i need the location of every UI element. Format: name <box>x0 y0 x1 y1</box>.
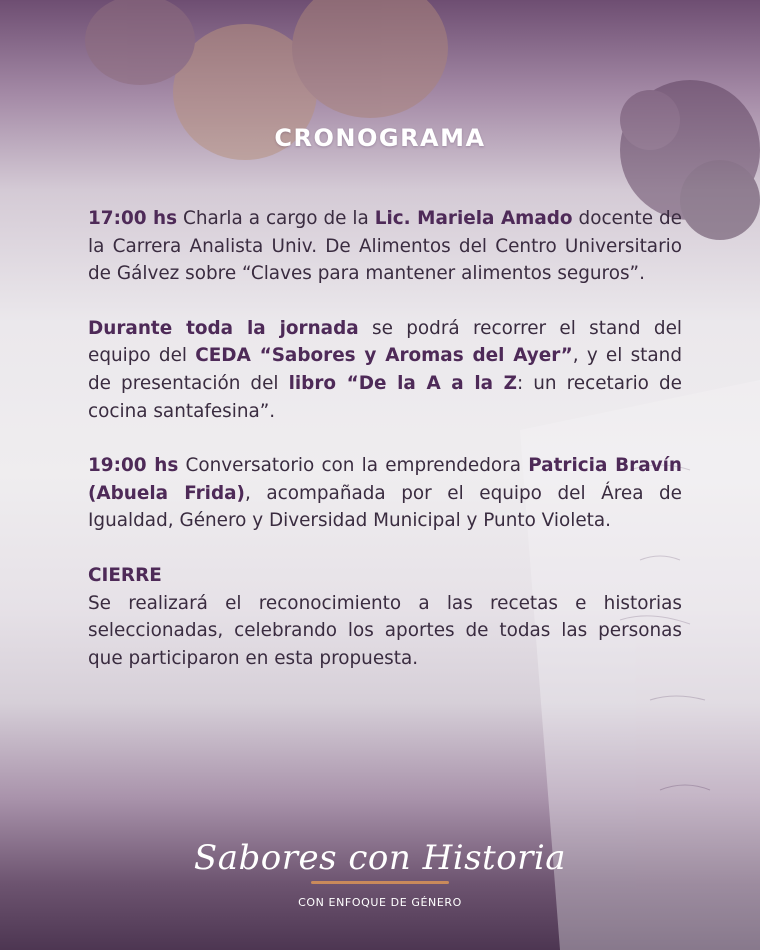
conversation-intro-text: Conversatorio con la emprendedora <box>178 455 529 477</box>
schedule-item-1700 <box>88 205 682 288</box>
ceda-name: CEDA “Sabores y Aromas del Ayer” <box>195 345 573 367</box>
talk-description-text: docente de la Carrera Analista Univ. De Alimentos del Centro Universitario de Gálvez sobre “Claves para mantener alimentos seguros”. <box>88 208 682 285</box>
page-title: CRONOGRAMA <box>274 124 486 152</box>
book-subtitle-text: : un recetario de cocina santafesina”. <box>88 372 682 422</box>
all-day-label: Durante toda la jornada <box>88 317 359 339</box>
time-1900: 19:00 hs <box>88 455 179 477</box>
conversation-description-text: , acompañada por el equipo del Área de Igualdad, Género y Diversidad Municipal y Punto Violeta. <box>88 482 682 532</box>
speaker-name: Lic. Mariela Amado <box>374 208 573 229</box>
brand-underline <box>311 881 449 884</box>
guest-name: Patricia Bravín (Abuela Frida) <box>88 455 682 504</box>
closing-text: Se realizará el reconocimiento a las recetas e historias seleccionadas, celebrando los aportes de todas las personas que participaron en esta propuesta. <box>88 592 682 669</box>
talk-intro-text: Charla a cargo de la <box>177 208 375 229</box>
schedule-item-1900 <box>88 452 682 535</box>
stand-presentation-text: , y el stand de presentación del <box>88 345 682 394</box>
brand-footer <box>0 838 760 909</box>
brand-logo-text: Sabores con Historia <box>193 838 567 878</box>
stand-intro-text: se podrá recorrer el stand del equipo del <box>88 317 683 367</box>
schedule-content <box>88 205 682 699</box>
schedule-item-all-day <box>88 315 682 425</box>
book-title: libro “De la A a la Z <box>288 372 517 394</box>
brand-subtitle: CON ENFOQUE DE GÉNERO <box>298 896 462 909</box>
closing-heading: CIERRE <box>88 564 162 586</box>
time-1700: 17:00 hs <box>88 208 178 229</box>
